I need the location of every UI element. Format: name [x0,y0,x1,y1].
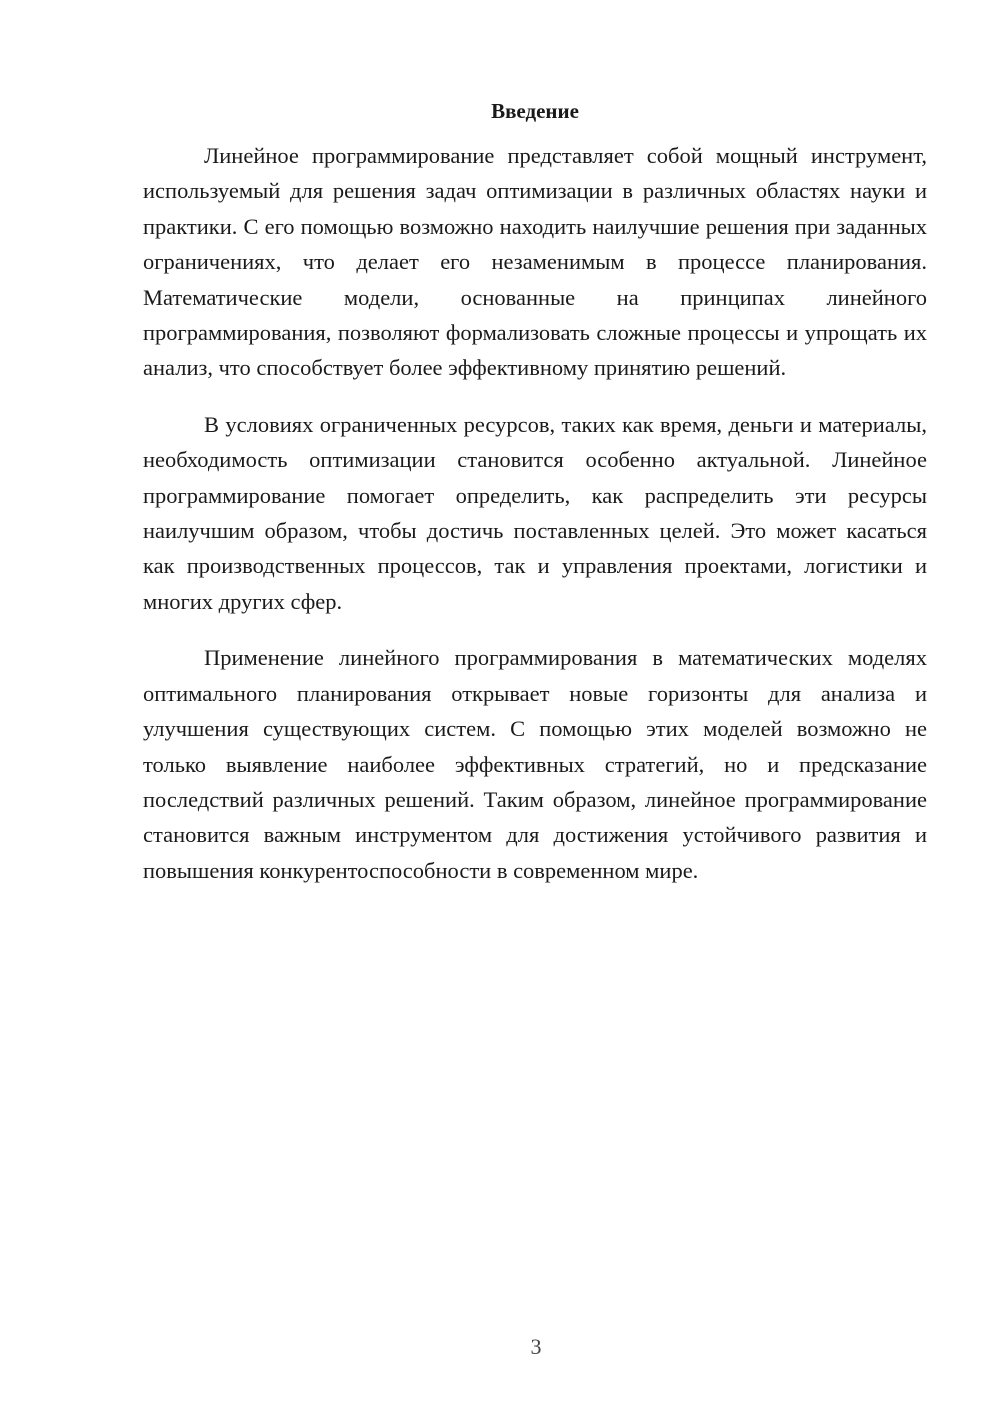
page-number: 3 [530,1334,542,1359]
paragraph-2: В условиях ограниченных ресурсов, таких как время, деньги и материалы, необходимость оптимизации становится особенно актуальной. Линейное программирование помогает определить, как распределить эти ресурсы наилучшим образом, чтобы достичь поставленных целей. Это может касаться как производственных процессов, так и управления проектами, логистики и многих других сфер. [143,411,927,614]
page-content [143,96,927,909]
paragraph-3: Применение линейного программирования в математических моделях оптимального планирования открывает новые горизонты для анализа и улучшения существующих систем. С помощью этих моделей возможно не только выявление наиболее эффективных стратегий, но и предсказание последствий различных решений. Таким образом, линейное программирование становится важным инструментом для достижения устойчивого развития и повышения конкурентоспособности в современном мире. [143,645,927,883]
paragraph-1: Линейное программирование представляет собой мощный инструмент, используемый для решения задач оптимизации в различных областях науки и практики. С его помощью возможно находить наилучшие решения при заданных ограничениях, что делает его незаменимым в процессе планирования. Математические модели, основанные на принципах линейного программирования, позволяют формализовать сложные процессы и упрощать их анализ, что способствует более эффективному принятию решений. [143,143,927,381]
section-title: Введение [491,99,579,123]
